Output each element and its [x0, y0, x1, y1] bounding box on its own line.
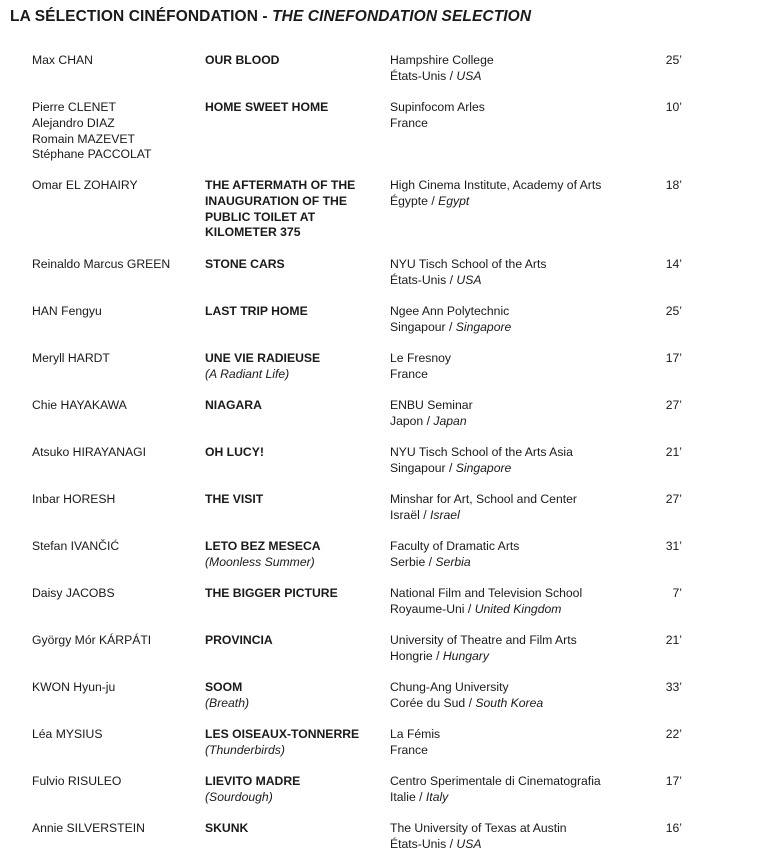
duration: 22’: [665, 727, 682, 741]
director-name: KWON Hyun-ju: [32, 680, 116, 694]
country-english: Japan: [433, 413, 467, 428]
film-title: THE AFTERMATH OF THE INAUGURATION OF THE PUBLIC TOILET AT KILOMETER 375: [205, 178, 356, 240]
film-title: SKUNK: [205, 821, 249, 835]
school-name: Le Fresnoy: [390, 351, 451, 365]
country-french: France: [390, 742, 428, 757]
director-names: [32, 445, 200, 461]
duration: 16’: [665, 821, 682, 835]
country: [390, 508, 640, 524]
film-title-cell: [205, 398, 385, 414]
country-english: USA: [456, 272, 482, 287]
school-name: Minshar for Art, School and Center: [390, 492, 577, 506]
film-translated-title: (Thunderbirds): [205, 742, 285, 757]
school-cell: [390, 633, 640, 665]
country-separator: /: [446, 272, 457, 287]
school-name: La Fémis: [390, 727, 441, 741]
director-names: [32, 774, 200, 790]
country: [390, 69, 640, 85]
director-name: Omar EL ZOHAIRY: [32, 178, 138, 192]
school-cell: [390, 727, 640, 759]
director-name: Annie SILVERSTEIN: [32, 821, 145, 835]
school-cell: [390, 821, 640, 853]
school-name: University of Theatre and Film Arts: [390, 633, 577, 647]
country: [390, 602, 640, 618]
film-title: LAST TRIP HOME: [205, 304, 308, 318]
country-english: Italy: [425, 789, 449, 804]
duration: 31’: [665, 539, 682, 553]
country-french: France: [390, 115, 428, 130]
director-name: Inbar HORESH: [32, 492, 116, 506]
school-name: Ngee Ann Polytechnic: [390, 304, 510, 318]
country-separator: /: [425, 554, 436, 569]
country: [390, 461, 640, 477]
school-name: Supinfocom Arles: [390, 100, 485, 114]
country: [390, 649, 640, 665]
director-names: [32, 539, 200, 555]
school-cell: [390, 100, 640, 132]
school-cell: [390, 586, 640, 618]
film-title-cell: [205, 257, 385, 273]
director-name: Alejandro DIAZ: [32, 115, 115, 130]
duration: 10’: [665, 100, 682, 114]
country-french: Égypte: [390, 193, 428, 208]
film-title-cell: [205, 178, 385, 241]
film-title-cell: [205, 633, 385, 649]
director-name: Meryll HARDT: [32, 351, 110, 365]
film-title: THE VISIT: [205, 492, 264, 506]
director-names: [32, 633, 200, 649]
director-name: György Mór KÁRPÁTI: [32, 633, 152, 647]
film-title-cell: [205, 539, 385, 571]
director-name: Daisy JACOBS: [32, 586, 115, 600]
country: [390, 790, 640, 806]
school-cell: [390, 445, 640, 477]
country-separator: /: [465, 695, 476, 710]
country-french: Royaume-Uni: [390, 601, 465, 616]
film-title-cell: [205, 445, 385, 461]
director-name: Léa MYSIUS: [32, 727, 103, 741]
duration: 17’: [665, 351, 682, 365]
country-french: Singapour: [390, 460, 446, 475]
film-title-cell: [205, 492, 385, 508]
film-title: UNE VIE RADIEUSE: [205, 351, 321, 365]
country-english: South Korea: [475, 695, 544, 710]
film-title-cell: [205, 586, 385, 602]
country-french: États-Unis: [390, 68, 447, 83]
school-name: National Film and Television School: [390, 586, 583, 600]
director-names: [32, 304, 200, 320]
duration: 27’: [665, 492, 682, 506]
school-cell: [390, 680, 640, 712]
film-title: OUR BLOOD: [205, 53, 280, 67]
country-separator: /: [446, 68, 457, 83]
country-separator: /: [423, 413, 434, 428]
director-names: [32, 727, 200, 743]
duration: 27’: [665, 398, 682, 412]
film-title-cell: [205, 727, 385, 759]
director-names: [32, 351, 200, 367]
director-names: [32, 821, 200, 837]
country-french: Italie: [390, 789, 416, 804]
country-english: Singapore: [455, 319, 512, 334]
film-title-cell: [205, 680, 385, 712]
country-separator: /: [464, 601, 475, 616]
school-cell: [390, 774, 640, 806]
film-translated-title: (Breath): [205, 695, 250, 710]
film-title: NIAGARA: [205, 398, 262, 412]
director-names: [32, 178, 200, 194]
director-names: [32, 257, 200, 273]
country-french: Singapour: [390, 319, 446, 334]
country-separator: /: [419, 507, 430, 522]
country: [390, 367, 640, 383]
film-title: SOOM: [205, 680, 243, 694]
film-title: LIEVITO MADRE: [205, 774, 301, 788]
duration: 33’: [665, 680, 682, 694]
country-english: United Kingdom: [474, 601, 562, 616]
country-separator: /: [415, 789, 426, 804]
country-french: Corée du Sud: [390, 695, 466, 710]
director-name: HAN Fengyu: [32, 304, 102, 318]
country: [390, 555, 640, 571]
duration: 18’: [665, 178, 682, 192]
film-title-cell: [205, 774, 385, 806]
country-french: Hongrie: [390, 648, 433, 663]
school-cell: [390, 304, 640, 336]
film-title: HOME SWEET HOME: [205, 100, 329, 114]
school-cell: [390, 351, 640, 383]
film-title-cell: [205, 304, 385, 320]
country-english: Egypt: [438, 193, 470, 208]
film-title-cell: [205, 53, 385, 69]
director-name: Romain MAZEVET: [32, 131, 135, 146]
film-title: LETO BEZ MESECA: [205, 539, 321, 553]
duration: 25’: [665, 304, 682, 318]
film-translated-title: (Moonless Summer): [205, 554, 315, 569]
country-separator: /: [445, 460, 456, 475]
country-english: Singapore: [455, 460, 512, 475]
film-translated-title: (A Radiant Life): [205, 366, 290, 381]
school-name: Centro Sperimentale di Cinematografia: [390, 774, 601, 788]
school-name: Faculty of Dramatic Arts: [390, 539, 520, 553]
school-name: Hampshire College: [390, 53, 494, 67]
school-name: High Cinema Institute, Academy of Arts: [390, 178, 602, 192]
country: [390, 320, 640, 336]
duration: 25’: [665, 53, 682, 67]
duration: 17’: [665, 774, 682, 788]
country: [390, 273, 640, 289]
country-english: Israel: [429, 507, 460, 522]
duration: 14’: [665, 257, 682, 271]
country: [390, 743, 640, 759]
film-title: STONE CARS: [205, 257, 285, 271]
country-french: Serbie: [390, 554, 426, 569]
director-name: Fulvio RISULEO: [32, 774, 122, 788]
country-separator: /: [445, 319, 456, 334]
director-names: [32, 586, 200, 602]
country-french: États-Unis: [390, 272, 447, 287]
film-title: THE BIGGER PICTURE: [205, 586, 338, 600]
duration: 7’: [672, 586, 682, 600]
duration: 21’: [665, 445, 682, 459]
school-cell: [390, 398, 640, 430]
title-separator: -: [258, 8, 273, 25]
film-title: OH LUCY!: [205, 445, 264, 459]
title-french: LA SÉLECTION CINÉFONDATION: [10, 8, 259, 25]
country-french: Japon: [390, 413, 424, 428]
school-cell: [390, 539, 640, 571]
school-cell: [390, 178, 640, 210]
country-english: USA: [456, 68, 482, 83]
director-name: Atsuko HIRAYANAGI: [32, 445, 147, 459]
school-name: Chung-Ang University: [390, 680, 509, 694]
director-name: Pierre CLENET: [32, 100, 116, 114]
school-name: ENBU Seminar: [390, 398, 473, 412]
country: [390, 116, 640, 132]
film-title-cell: [205, 351, 385, 383]
film-title: LES OISEAUX-TONNERRE: [205, 727, 360, 741]
duration: 21’: [665, 633, 682, 647]
country-english: Hungary: [442, 648, 489, 663]
country-french: Israël: [390, 507, 420, 522]
director-names: [32, 53, 200, 69]
country-separator: /: [432, 648, 443, 663]
school-name: NYU Tisch School of the Arts: [390, 257, 547, 271]
film-title-cell: [205, 100, 385, 116]
country: [390, 414, 640, 430]
film-title: PROVINCIA: [205, 633, 273, 647]
director-name: Reinaldo Marcus GREEN: [32, 257, 171, 271]
school-cell: [390, 257, 640, 289]
country-french: États-Unis: [390, 836, 447, 851]
country-separator: /: [427, 193, 439, 208]
country-separator: /: [446, 836, 457, 851]
country-french: France: [390, 366, 428, 381]
school-cell: [390, 492, 640, 524]
country: [390, 696, 640, 712]
director-name: Max CHAN: [32, 53, 93, 67]
director-name: Chie HAYAKAWA: [32, 398, 127, 412]
country-english: USA: [456, 836, 482, 851]
director-names: [32, 100, 200, 163]
country: [390, 194, 640, 210]
school-name: NYU Tisch School of the Arts Asia: [390, 445, 573, 459]
title-english: THE CINEFONDATION SELECTION: [272, 8, 532, 25]
school-name: The University of Texas at Austin: [390, 821, 567, 835]
director-names: [32, 680, 200, 696]
country-english: Serbia: [435, 554, 471, 569]
director-names: [32, 492, 200, 508]
director-name: Stefan IVANČIĆ: [32, 539, 120, 553]
school-cell: [390, 53, 640, 85]
film-translated-title: (Sourdough): [205, 789, 273, 804]
country: [390, 837, 640, 853]
film-title-cell: [205, 821, 385, 837]
director-names: [32, 398, 200, 414]
director-name: Stéphane PACCOLAT: [32, 147, 152, 162]
